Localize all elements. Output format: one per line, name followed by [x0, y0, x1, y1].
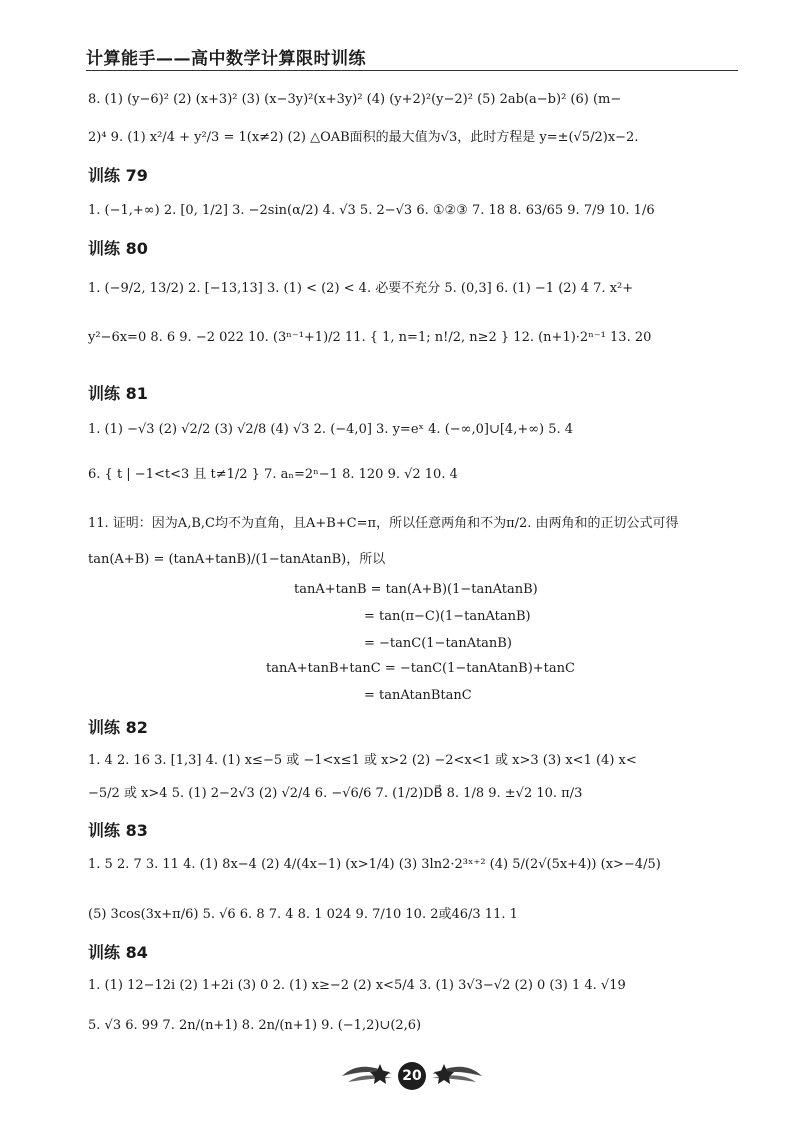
- answer-line: 1. (1) 12−12i (2) 1+2i (3) 0 2. (1) x≥−2 (2) x<5/4 3. (1) 3√3−√2 (2) 0 (3) 1 4. √19: [88, 978, 626, 993]
- answer-line: (5) 3cos(3x+π/6) 5. √6 6. 8 7. 4 8. 1 024 9. 7/10 10. 2或46/3 11. 1: [88, 907, 518, 922]
- answer-line: 6. { t | −1<t<3 且 t≠1/2 } 7. aₙ=2ⁿ−1 8. 120 9. √2 10. 4: [88, 467, 458, 482]
- page-number-badge: 20: [398, 1062, 426, 1090]
- answer-line: 1. (−1,+∞) 2. [0, 1/2] 3. −2sin(α/2) 4. √3 5. 2−√3 6. ①②③ 7. 18 8. 63/65 9. 7/9 10. 1/6: [88, 203, 655, 218]
- page-header-title: 计算能手——高中数学计算限时训练: [86, 49, 366, 69]
- proof-equation: = −tanC(1−tanAtanB): [364, 636, 512, 651]
- proof-equation: = tan(π−C)(1−tanAtanB): [364, 609, 531, 624]
- footer-ornament-left: [340, 1056, 400, 1092]
- section-heading: 训练 83: [88, 821, 148, 840]
- section-heading: 训练 81: [88, 384, 148, 403]
- answer-line: 5. √3 6. 99 7. 2n/(n+1) 8. 2n/(n+1) 9. (−1,2)∪(2,6): [88, 1018, 422, 1033]
- section-heading: 训练 80: [88, 239, 148, 258]
- proof-equation: = tanAtanBtanC: [364, 688, 472, 703]
- answer-line: 8. (1) (y−6)² (2) (x+3)² (3) (x−3y)²(x+3y)² (4) (y+2)²(y−2)² (5) 2ab(a−b)² (6) (m−: [88, 92, 622, 107]
- proof-equation: tanA+tanB = tan(A+B)(1−tanAtanB): [294, 582, 538, 597]
- section-heading: 训练 79: [88, 166, 148, 185]
- proof-intro-line: tan(A+B) = (tanA+tanB)/(1−tanAtanB)，所以: [88, 552, 386, 567]
- footer-ornament-right: [424, 1056, 484, 1092]
- proof-intro-line: 11. 证明：因为A,B,C均不为直角，且A+B+C=π，所以任意两角和不为π/2. 由两角和的正切公式可得: [88, 516, 679, 531]
- answer-line: 1. (1) −√3 (2) √2/2 (3) √2/8 (4) √3 2. (−4,0] 3. y=eˣ 4. (−∞,0]∪[4,+∞) 5. 4: [88, 422, 574, 437]
- answer-line: 2)⁴ 9. (1) x²/4 + y²/3 = 1(x≠2) (2) △OAB面积的最大值为√3，此时方程是 y=±(√5/2)x−2.: [88, 130, 639, 145]
- answer-line: 1. 4 2. 16 3. [1,3] 4. (1) x≤−5 或 −1<x≤1 或 x>2 (2) −2<x<1 或 x>3 (3) x<1 (4) x<: [88, 753, 637, 768]
- answer-line: 1. (−9/2, 13/2) 2. [−13,13] 3. (1) < (2) < 4. 必要不充分 5. (0,3] 6. (1) −1 (2) 4 7. x²+: [88, 281, 634, 296]
- section-heading: 训练 82: [88, 718, 148, 737]
- proof-equation: tanA+tanB+tanC = −tanC(1−tanAtanB)+tanC: [266, 661, 575, 676]
- answer-line: −5/2 或 x>4 5. (1) 2−2√3 (2) √2/4 6. −√6/6 7. (1/2)DB⃗ 8. 1/8 9. ±√2 10. π/3: [88, 786, 583, 801]
- header-divider: [86, 70, 738, 71]
- answer-line: 1. 5 2. 7 3. 11 4. (1) 8x−4 (2) 4/(4x−1) (x>1/4) (3) 3ln2·2³ˣ⁺² (4) 5/(2√(5x+4)) (x>−4/5): [88, 857, 661, 872]
- answer-line: y²−6x=0 8. 6 9. −2 022 10. (3ⁿ⁻¹+1)/2 11. { 1, n=1; n!/2, n≥2 } 12. (n+1)·2ⁿ⁻¹ 13. 20: [88, 330, 652, 345]
- section-heading: 训练 84: [88, 943, 148, 962]
